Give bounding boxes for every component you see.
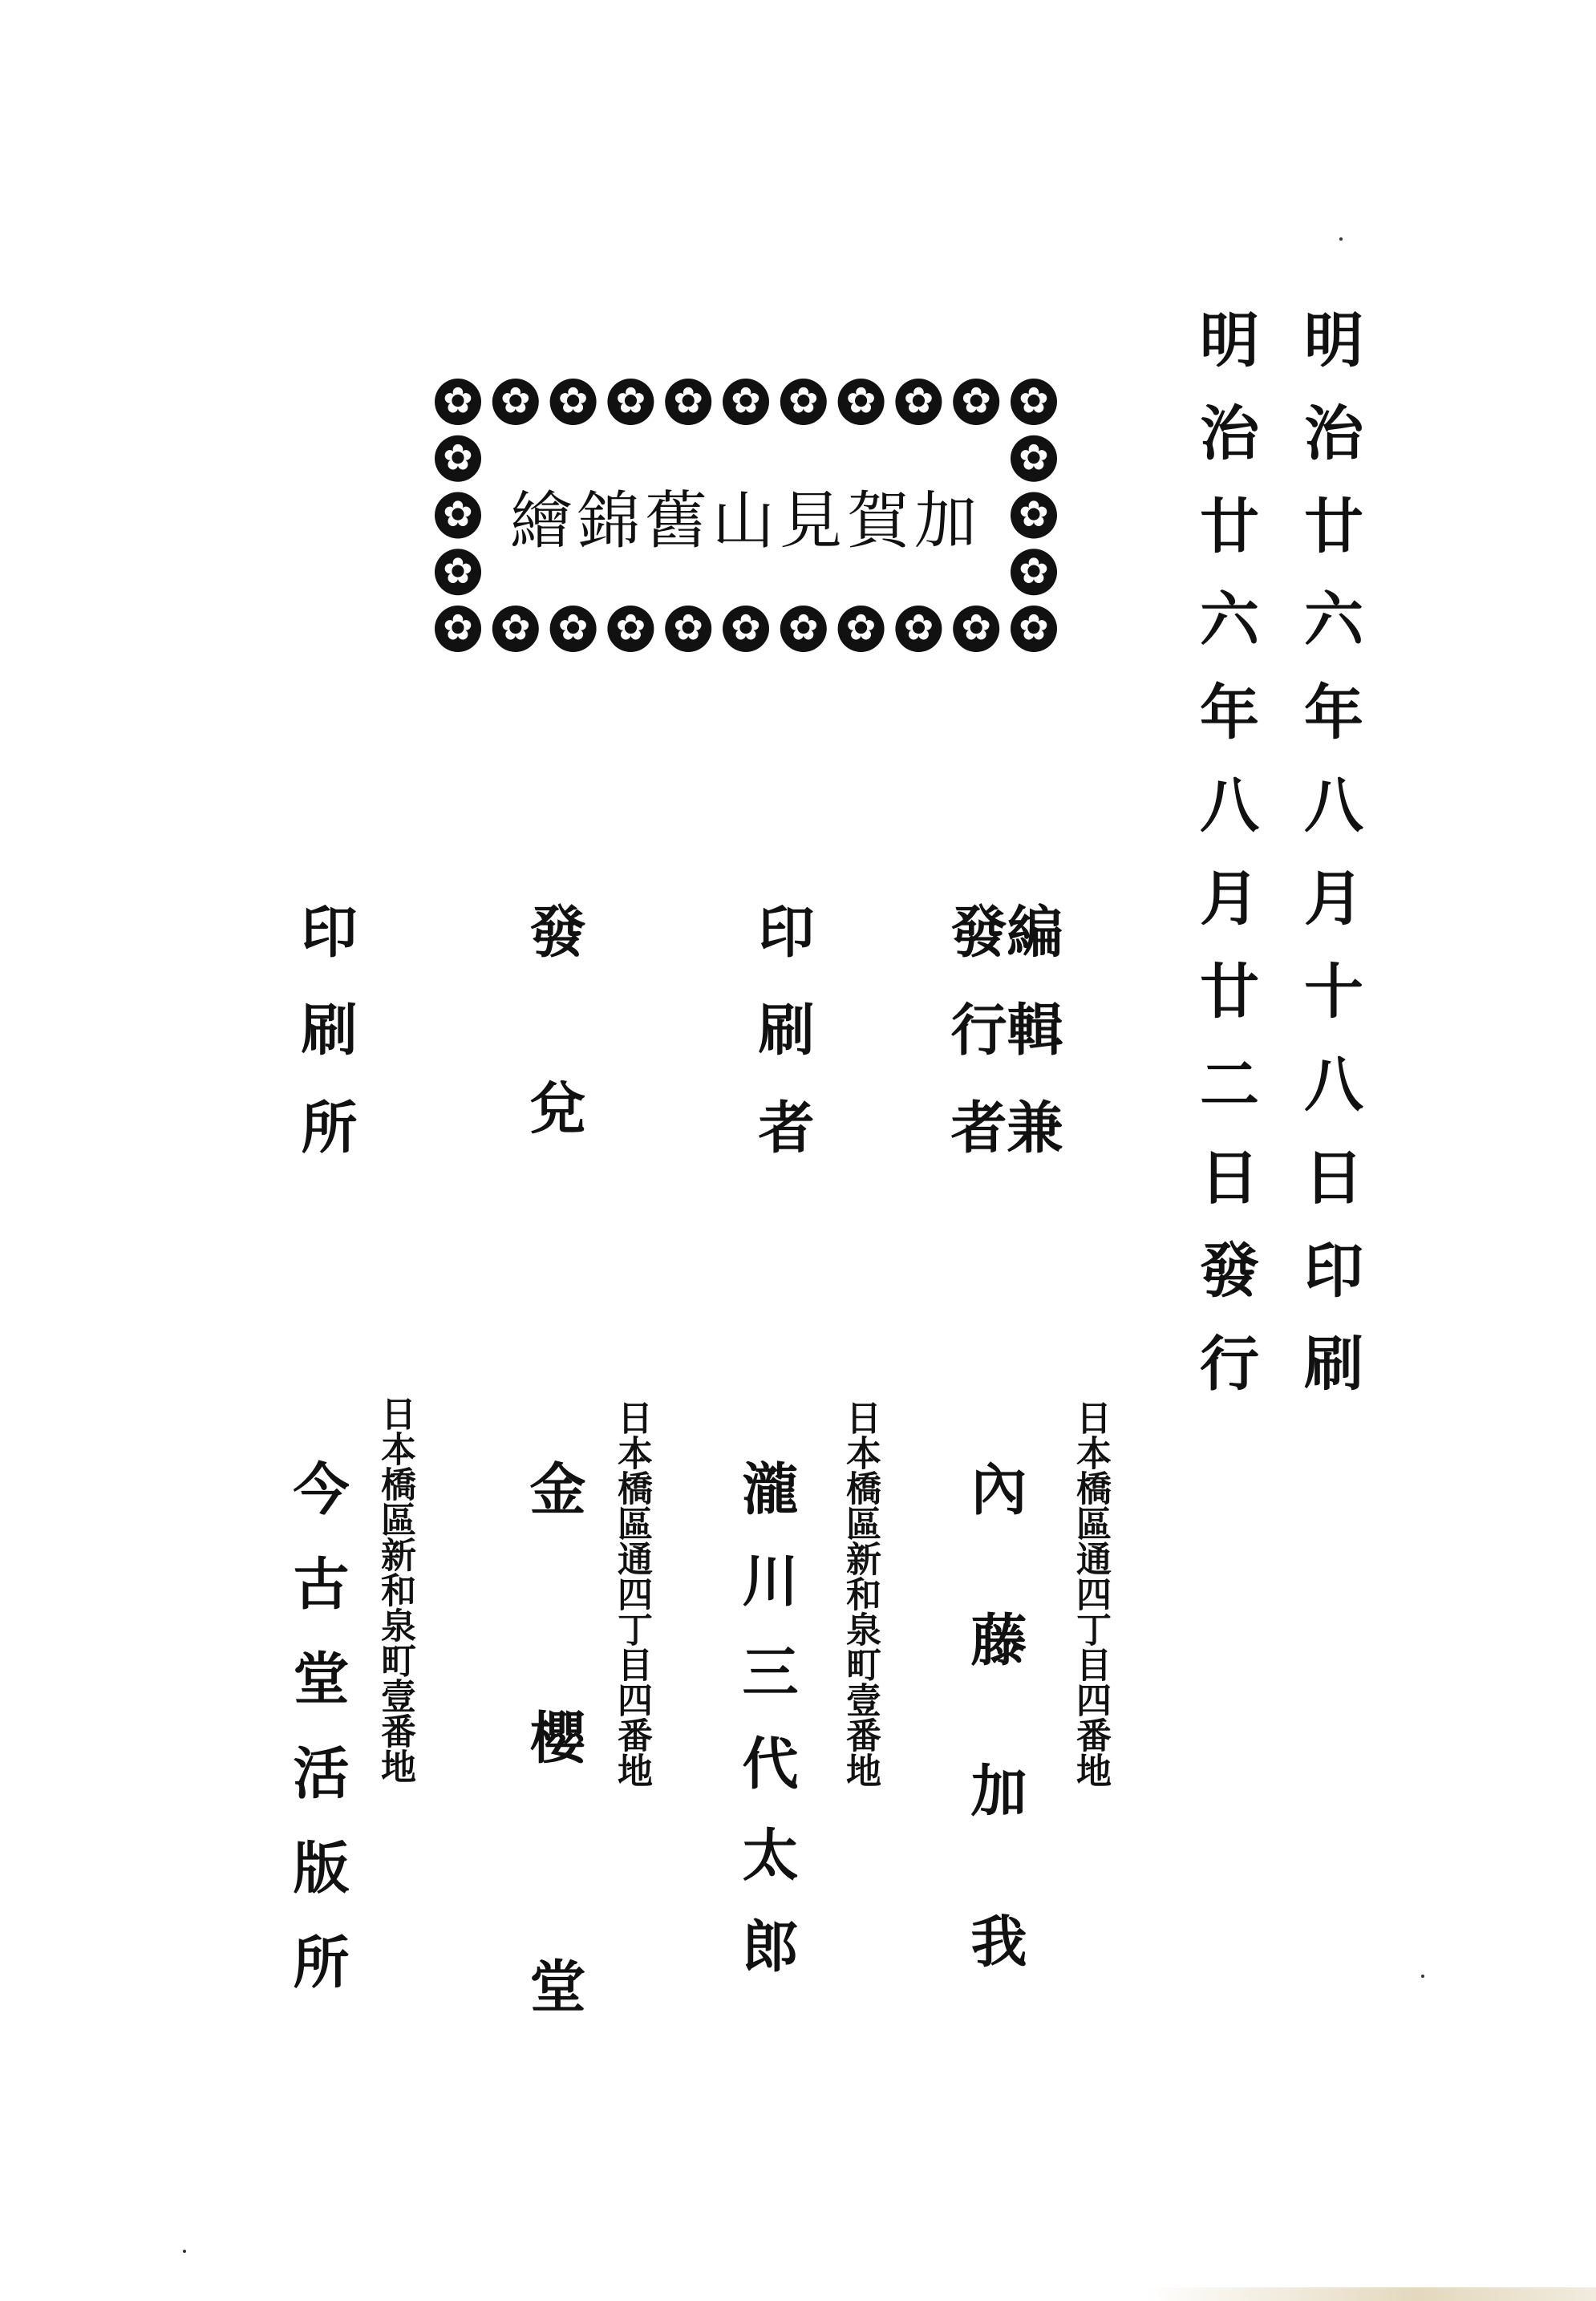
ornament-flower-icon: ✿ bbox=[673, 379, 703, 422]
ornament-flower-icon: ✿ bbox=[1019, 493, 1049, 536]
ornament-flower-icon: ✿ bbox=[557, 379, 589, 422]
ornament-flower-icon: ✿ bbox=[1019, 606, 1049, 649]
ornament-flower-icon: ✿ bbox=[1019, 436, 1049, 479]
printer-address: 日本橋區新和泉町壹番地 bbox=[840, 1400, 881, 1788]
ornament-flower-icon: ✿ bbox=[961, 379, 991, 422]
distributor-address: 日本橋區通四丁目四番地 bbox=[611, 1400, 652, 1788]
editor-publisher-address: 日本橋區通四丁目四番地 bbox=[1070, 1400, 1111, 1788]
ornament-flower-icon: ✿ bbox=[557, 606, 589, 649]
ornament-flower-icon: ✿ bbox=[788, 606, 819, 649]
ornament-flower-icon: ✿ bbox=[500, 606, 531, 649]
paper-speck bbox=[183, 2250, 186, 2253]
ornament-flower-icon: ✿ bbox=[500, 379, 531, 422]
publish-date: 明治廿六年八月廿二日發行 bbox=[1190, 309, 1259, 1425]
print-shop-label: 印刷所 bbox=[292, 902, 358, 1196]
ornament-flower-icon: ✿ bbox=[845, 379, 877, 422]
ornament-flower-icon: ✿ bbox=[673, 606, 703, 649]
ornament-flower-icon: ✿ bbox=[443, 549, 473, 592]
ornament-flower-icon: ✿ bbox=[443, 436, 473, 479]
distributor-name: 金櫻堂 bbox=[521, 1460, 587, 2206]
print-date: 明治廿六年八月十八日印刷 bbox=[1294, 309, 1363, 1425]
editor-publisher-label-2: 發行者 bbox=[942, 902, 1008, 1196]
ornament-flower-icon: ✿ bbox=[845, 606, 877, 649]
paper-speck bbox=[1339, 237, 1343, 241]
ornament-flower-icon: ✿ bbox=[443, 606, 473, 649]
distributor-label: 發兌 bbox=[521, 902, 587, 1255]
ornament-flower-icon: ✿ bbox=[1019, 379, 1049, 422]
ornament-flower-icon: ✿ bbox=[731, 606, 761, 649]
ornament-flower-icon: ✿ bbox=[961, 606, 991, 649]
ornament-flower-icon: ✿ bbox=[1019, 549, 1049, 592]
ornament-flower-icon: ✿ bbox=[615, 606, 646, 649]
editor-publisher-label-1: 編輯兼 bbox=[998, 902, 1064, 1196]
ornament-flower-icon: ✿ bbox=[615, 379, 646, 422]
printer-name: 瀧川三代太郎 bbox=[733, 1460, 800, 2008]
print-shop-name: 今古堂活版所 bbox=[284, 1460, 350, 2028]
editor-publisher-name: 內藤加我 bbox=[962, 1460, 1028, 2063]
title-cartouche bbox=[433, 377, 1059, 654]
book-title: 加賀見山舊錦繪 bbox=[510, 484, 982, 557]
ornament-flower-icon: ✿ bbox=[443, 493, 473, 536]
ornament-flower-icon: ✿ bbox=[903, 379, 934, 422]
paper-stain bbox=[1147, 2287, 1596, 2301]
ornament-flower-icon: ✿ bbox=[903, 606, 934, 649]
printer-label: 印刷者 bbox=[749, 902, 816, 1196]
ornament-flower-icon: ✿ bbox=[443, 379, 473, 422]
print-shop-address: 日本橋區新和泉町壹番地 bbox=[375, 1396, 415, 1784]
ornament-flower-icon: ✿ bbox=[788, 379, 819, 422]
ornament-flower-icon: ✿ bbox=[731, 379, 761, 422]
paper-speck bbox=[1421, 1975, 1424, 1978]
